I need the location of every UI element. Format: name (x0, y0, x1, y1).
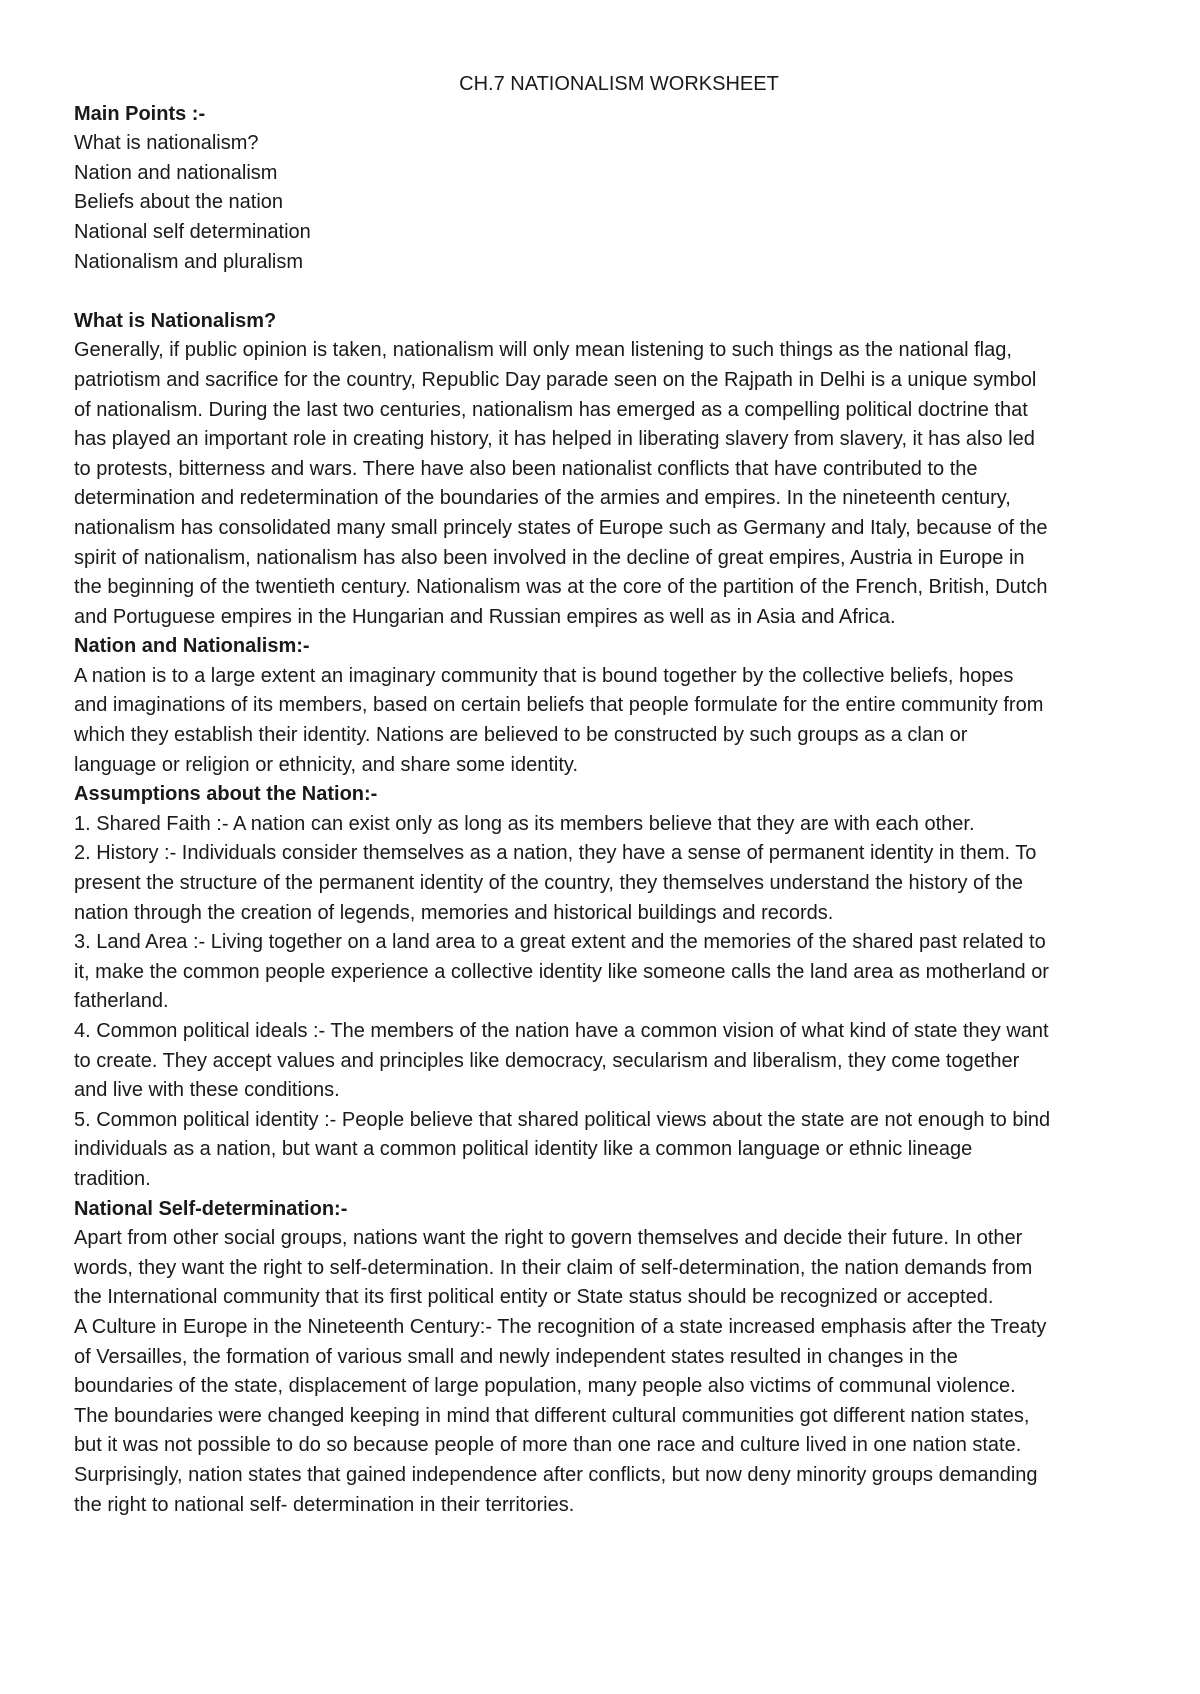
nation-and-nationalism-heading: Nation and Nationalism:- (74, 635, 310, 658)
text-line: determination and redetermination of the boundaries of the armies and empires. In the nineteenth century, (74, 487, 1011, 510)
text-line: the International community that its first political entity or State status should be recognized or accepted. (74, 1286, 994, 1309)
main-point-item: National self determination (74, 220, 311, 243)
document-title: CH.7 NATIONALISM WORKSHEET (459, 73, 779, 95)
text-line: Generally, if public opinion is taken, nationalism will only mean listening to such things as the national flag, (74, 339, 1012, 362)
text-line: 2. History :- Individuals consider themselves as a nation, they have a sense of permanent identity in them. To (74, 842, 1037, 865)
text-line: Surprisingly, nation states that gained independence after conflicts, but now deny minority groups demanding (74, 1463, 1038, 1486)
main-point-item: Nationalism and pluralism (74, 250, 303, 273)
text-line: individuals as a nation, but want a common political identity like a common language or ethnic lineage (74, 1138, 973, 1161)
text-line: patriotism and sacrifice for the country, Republic Day parade seen on the Rajpath in Delhi is a unique symbol (74, 368, 1037, 391)
main-points-heading: Main Points :- (74, 102, 206, 125)
text-line: A Culture in Europe in the Nineteenth Century:- The recognition of a state increased emphasis after the Treaty (74, 1315, 1047, 1338)
text-line: nation through the creation of legends, memories and historical buildings and records. (74, 901, 834, 924)
section-spacer (74, 277, 1174, 307)
text-line: of nationalism. During the last two centuries, nationalism has emerged as a compelling political doctrine that (74, 398, 1028, 421)
main-point-item: Nation and nationalism (74, 161, 278, 184)
text-line: but it was not possible to do so because people of more than one race and culture lived in one nation state. (74, 1434, 1022, 1457)
text-line: spirit of nationalism, nationalism has also been involved in the decline of great empires, Austria in Europe in (74, 546, 1025, 569)
text-line: it, make the common people experience a collective identity like someone calls the land area as motherland or (74, 960, 1049, 983)
text-line: 5. Common political identity :- People believe that shared political views about the state are not enough to bind (74, 1108, 1051, 1131)
text-line: Apart from other social groups, nations want the right to govern themselves and decide their future. In other (74, 1227, 1023, 1250)
text-line: to create. They accept values and principles like democracy, secularism and liberalism, they come together (74, 1049, 1020, 1072)
what-is-nationalism-paragraph (74, 336, 1174, 632)
nation-and-nationalism-paragraph (74, 662, 1174, 780)
self-determination-heading: National Self-determination:- (74, 1197, 348, 1220)
what-is-nationalism-heading: What is Nationalism? (74, 309, 277, 332)
text-line: present the structure of the permanent identity of the country, they themselves understand the history of the (74, 872, 1024, 895)
main-point-item: Beliefs about the nation (74, 191, 284, 214)
text-line: 4. Common political ideals :- The members of the nation have a common vision of what kind of state they want (74, 1020, 1049, 1042)
text-line: nationalism has consolidated many small princely states of Europe such as Germany and Italy, because of the (74, 516, 1048, 539)
text-line: fatherland. (74, 990, 169, 1013)
text-line: 1. Shared Faith :- A nation can exist only as long as its members believe that they are with each other. (74, 812, 975, 835)
text-line: and Portuguese empires in the Hungarian and Russian empires as well as in Asia and Africa. (74, 605, 896, 628)
text-line: which they establish their identity. Nations are believed to be constructed by such groups as a clan or (74, 724, 968, 747)
text-line: the beginning of the twentieth century. Nationalism was at the core of the partition of the French, British, Dutch (74, 576, 1048, 599)
document-body (74, 70, 1174, 1520)
text-line: The boundaries were changed keeping in mind that different cultural communities got different nation states, (74, 1404, 1030, 1427)
assumptions-list (74, 810, 1174, 1195)
main-point-item: What is nationalism? (74, 132, 259, 155)
text-line: and live with these conditions. (74, 1079, 340, 1102)
text-line: words, they want the right to self-determination. In their claim of self-determination, the nation demands from (74, 1256, 1033, 1279)
text-line: has played an important role in creating history, it has helped in liberating slavery from slavery, it has also led (74, 428, 1035, 451)
text-line: 3. Land Area :- Living together on a land area to a great extent and the memories of the shared past related to (74, 931, 1046, 954)
text-line: the right to national self- determination in their territories. (74, 1493, 575, 1516)
text-line: and imaginations of its members, based on certain beliefs that people formulate for the entire community from (74, 694, 1044, 717)
text-line: tradition. (74, 1167, 151, 1190)
text-line: boundaries of the state, displacement of large population, many people also victims of communal violence. (74, 1375, 1016, 1398)
text-line: A nation is to a large extent an imaginary community that is bound together by the collective beliefs, hopes (74, 664, 1014, 687)
assumptions-heading: Assumptions about the Nation:- (74, 783, 378, 806)
text-line: of Versailles, the formation of various small and newly independent states resulted in changes in the (74, 1345, 958, 1368)
text-line: language or religion or ethnicity, and share some identity. (74, 753, 578, 776)
self-determination-paragraph (74, 1224, 1174, 1520)
text-line: to protests, bitterness and wars. There have also been nationalist conflicts that have contributed to the (74, 457, 978, 480)
